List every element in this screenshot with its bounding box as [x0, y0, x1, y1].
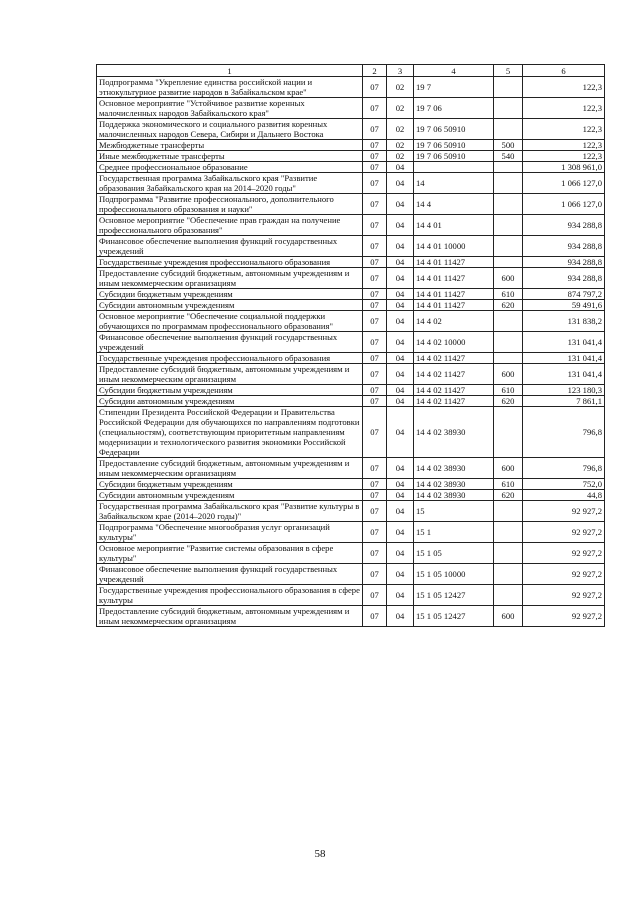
row-chapter: 07 [363, 479, 387, 490]
row-name: Предоставление субсидий бюджетным, автономным учреждениям и иным некоммерческим организациям [97, 606, 363, 627]
row-chapter: 07 [363, 606, 387, 627]
row-amount: 131 041,4 [523, 353, 605, 364]
row-target-code: 19 7 [414, 77, 494, 98]
row-chapter: 07 [363, 407, 387, 458]
row-amount: 131 041,4 [523, 332, 605, 353]
row-name: Государственные учреждения профессионального образования в сфере культуры [97, 585, 363, 606]
row-chapter: 07 [363, 543, 387, 564]
row-chapter: 07 [363, 119, 387, 140]
row-name: Подпрограмма "Развитие профессионального, дополнительного профессионального образования и науки" [97, 194, 363, 215]
row-name: Иные межбюджетные трансферты [97, 151, 363, 162]
row-chapter: 07 [363, 332, 387, 353]
table-row [97, 300, 605, 311]
row-amount: 1 066 127,0 [523, 194, 605, 215]
row-name: Государственные учреждения профессионального образования [97, 353, 363, 364]
row-chapter: 07 [363, 194, 387, 215]
row-amount: 92 927,2 [523, 543, 605, 564]
row-subsection: 04 [387, 311, 414, 332]
row-subsection: 04 [387, 257, 414, 268]
row-target-code: 14 4 02 11427 [414, 385, 494, 396]
row-name: Среднее профессиональное образование [97, 162, 363, 173]
header-cell: 2 [363, 65, 387, 77]
row-subsection: 04 [387, 332, 414, 353]
row-amount: 92 927,2 [523, 501, 605, 522]
row-expense-type [494, 77, 523, 98]
row-expense-type [494, 543, 523, 564]
row-amount: 44,8 [523, 490, 605, 501]
row-subsection: 04 [387, 407, 414, 458]
table-row [97, 332, 605, 353]
row-target-code: 15 1 [414, 522, 494, 543]
row-subsection: 04 [387, 173, 414, 194]
table-row [97, 119, 605, 140]
row-name: Субсидии бюджетным учреждениям [97, 385, 363, 396]
table-row [97, 479, 605, 490]
row-name: Финансовое обеспечение выполнения функций государственных учреждений [97, 332, 363, 353]
row-amount: 92 927,2 [523, 522, 605, 543]
row-amount: 122,3 [523, 119, 605, 140]
row-target-code: 14 4 02 [414, 311, 494, 332]
row-name: Государственная программа Забайкальского края "Развитие культуры в Забайкальском крае (2014–2020 годы)" [97, 501, 363, 522]
row-subsection: 02 [387, 77, 414, 98]
table-row [97, 311, 605, 332]
table-row [97, 606, 605, 627]
row-subsection: 04 [387, 162, 414, 173]
row-amount: 874 797,2 [523, 289, 605, 300]
row-target-code [414, 162, 494, 173]
row-subsection: 04 [387, 364, 414, 385]
row-amount: 131 041,4 [523, 364, 605, 385]
row-expense-type [494, 564, 523, 585]
row-expense-type: 600 [494, 458, 523, 479]
row-name: Государственная программа Забайкальского края "Развитие образования Забайкальского края на 2014–2020 годы" [97, 173, 363, 194]
row-name: Предоставление субсидий бюджетным, автономным учреждениям и иным некоммерческим организациям [97, 268, 363, 289]
row-name: Субсидии бюджетным учреждениям [97, 479, 363, 490]
row-amount: 934 288,8 [523, 268, 605, 289]
header-cell: 5 [494, 65, 523, 77]
row-expense-type [494, 236, 523, 257]
row-expense-type: 620 [494, 300, 523, 311]
row-subsection: 04 [387, 458, 414, 479]
row-expense-type: 620 [494, 396, 523, 407]
row-amount: 1 308 961,0 [523, 162, 605, 173]
table-row [97, 151, 605, 162]
row-name: Основное мероприятие "Обеспечение прав граждан на получение профессионального образования" [97, 215, 363, 236]
row-expense-type [494, 194, 523, 215]
row-target-code: 14 4 02 10000 [414, 332, 494, 353]
table-row [97, 268, 605, 289]
row-expense-type [494, 173, 523, 194]
row-chapter: 07 [363, 173, 387, 194]
header-cell: 3 [387, 65, 414, 77]
row-chapter: 07 [363, 257, 387, 268]
row-target-code: 14 4 02 38930 [414, 490, 494, 501]
row-subsection: 04 [387, 353, 414, 364]
row-target-code: 14 4 02 38930 [414, 458, 494, 479]
row-amount: 122,3 [523, 77, 605, 98]
row-target-code: 14 4 02 38930 [414, 479, 494, 490]
row-target-code: 15 [414, 501, 494, 522]
row-target-code: 15 1 05 12427 [414, 606, 494, 627]
row-subsection: 04 [387, 501, 414, 522]
table-row [97, 98, 605, 119]
row-amount: 122,3 [523, 151, 605, 162]
row-subsection: 04 [387, 289, 414, 300]
row-target-code: 19 7 06 [414, 98, 494, 119]
row-amount: 934 288,8 [523, 257, 605, 268]
row-amount: 934 288,8 [523, 215, 605, 236]
header-cell: 1 [97, 65, 363, 77]
row-name: Основное мероприятие "Устойчивое развитие коренных малочисленных народов Забайкальского края" [97, 98, 363, 119]
row-target-code: 19 7 06 50910 [414, 119, 494, 140]
row-target-code: 14 4 01 10000 [414, 236, 494, 257]
row-amount: 7 861,1 [523, 396, 605, 407]
table-row [97, 501, 605, 522]
table-row [97, 564, 605, 585]
table-row [97, 407, 605, 458]
row-subsection: 04 [387, 606, 414, 627]
row-subsection: 02 [387, 119, 414, 140]
row-name: Поддержка экономического и социального развития коренных малочисленных народов Севера, Сибири и Дальнего Востока [97, 119, 363, 140]
row-target-code: 15 1 05 10000 [414, 564, 494, 585]
row-subsection: 04 [387, 385, 414, 396]
header-cell: 6 [523, 65, 605, 77]
row-chapter: 07 [363, 396, 387, 407]
row-amount: 92 927,2 [523, 606, 605, 627]
row-expense-type [494, 332, 523, 353]
row-amount: 92 927,2 [523, 585, 605, 606]
row-expense-type [494, 407, 523, 458]
row-target-code: 14 4 01 [414, 215, 494, 236]
table-row [97, 543, 605, 564]
row-target-code: 14 [414, 173, 494, 194]
row-amount: 122,3 [523, 98, 605, 119]
table-row [97, 194, 605, 215]
row-name: Финансовое обеспечение выполнения функций государственных учреждений [97, 564, 363, 585]
table-row [97, 585, 605, 606]
row-expense-type [494, 162, 523, 173]
table-row [97, 353, 605, 364]
row-chapter: 07 [363, 151, 387, 162]
row-expense-type [494, 98, 523, 119]
table-row [97, 490, 605, 501]
row-name: Субсидии автономным учреждениям [97, 300, 363, 311]
row-target-code: 14 4 01 11427 [414, 300, 494, 311]
row-expense-type: 500 [494, 140, 523, 151]
table-row [97, 257, 605, 268]
row-amount: 59 491,6 [523, 300, 605, 311]
row-target-code: 14 4 02 11427 [414, 364, 494, 385]
budget-table [96, 64, 605, 627]
row-amount: 1 066 127,0 [523, 173, 605, 194]
row-expense-type [494, 501, 523, 522]
row-chapter: 07 [363, 77, 387, 98]
row-subsection: 04 [387, 490, 414, 501]
row-chapter: 07 [363, 140, 387, 151]
table-row [97, 215, 605, 236]
row-name: Предоставление субсидий бюджетным, автономным учреждениям и иным некоммерческим организациям [97, 364, 363, 385]
row-expense-type: 540 [494, 151, 523, 162]
row-target-code: 15 1 05 12427 [414, 585, 494, 606]
row-expense-type [494, 311, 523, 332]
row-amount: 122,3 [523, 140, 605, 151]
row-subsection: 04 [387, 543, 414, 564]
table-row [97, 236, 605, 257]
row-name: Основное мероприятие "Развитие системы образования в сфере культуры" [97, 543, 363, 564]
row-name: Основное мероприятие "Обеспечение социальной поддержки обучающихся по программам профессионального образования" [97, 311, 363, 332]
table-row [97, 162, 605, 173]
row-amount: 123 180,3 [523, 385, 605, 396]
table-row [97, 396, 605, 407]
row-amount: 131 838,2 [523, 311, 605, 332]
row-subsection: 04 [387, 300, 414, 311]
row-target-code: 15 1 05 [414, 543, 494, 564]
row-amount: 796,8 [523, 407, 605, 458]
row-expense-type [494, 522, 523, 543]
row-chapter: 07 [363, 236, 387, 257]
row-expense-type: 610 [494, 289, 523, 300]
row-target-code: 14 4 01 11427 [414, 257, 494, 268]
row-subsection: 02 [387, 140, 414, 151]
row-name: Стипендии Президента Российской Федерации и Правительства Российской Федерации для обучающихся по направлениям подготовки (специальностям), соответствующим приоритетным направлениям модернизации и технологического развития экономики Российской Федерации [97, 407, 363, 458]
row-chapter: 07 [363, 162, 387, 173]
row-expense-type: 620 [494, 490, 523, 501]
row-chapter: 07 [363, 385, 387, 396]
row-subsection: 02 [387, 98, 414, 119]
row-chapter: 07 [363, 215, 387, 236]
row-expense-type: 600 [494, 268, 523, 289]
page-number: 58 [314, 848, 326, 860]
row-chapter: 07 [363, 490, 387, 501]
row-chapter: 07 [363, 268, 387, 289]
table-row [97, 458, 605, 479]
row-name: Государственные учреждения профессионального образования [97, 257, 363, 268]
row-subsection: 04 [387, 194, 414, 215]
row-expense-type: 600 [494, 364, 523, 385]
row-expense-type: 600 [494, 606, 523, 627]
row-subsection: 04 [387, 268, 414, 289]
row-name: Субсидии автономным учреждениям [97, 490, 363, 501]
row-expense-type: 610 [494, 385, 523, 396]
row-chapter: 07 [363, 564, 387, 585]
row-chapter: 07 [363, 458, 387, 479]
row-target-code: 14 4 02 11427 [414, 396, 494, 407]
row-chapter: 07 [363, 585, 387, 606]
row-target-code: 19 7 06 50910 [414, 140, 494, 151]
row-name: Субсидии бюджетным учреждениям [97, 289, 363, 300]
row-subsection: 04 [387, 585, 414, 606]
row-name: Субсидии автономным учреждениям [97, 396, 363, 407]
header-row [97, 65, 605, 77]
row-name: Подпрограмма "Укрепление единства российской нации и этнокультурное развитие народов в Забайкальском крае" [97, 77, 363, 98]
row-chapter: 07 [363, 98, 387, 119]
row-name: Финансовое обеспечение выполнения функций государственных учреждений [97, 236, 363, 257]
row-chapter: 07 [363, 364, 387, 385]
row-target-code: 14 4 02 11427 [414, 353, 494, 364]
row-target-code: 14 4 01 11427 [414, 268, 494, 289]
row-subsection: 02 [387, 151, 414, 162]
row-subsection: 04 [387, 564, 414, 585]
row-expense-type: 610 [494, 479, 523, 490]
row-subsection: 04 [387, 479, 414, 490]
row-expense-type [494, 119, 523, 140]
row-subsection: 04 [387, 522, 414, 543]
table-row [97, 385, 605, 396]
table-row [97, 289, 605, 300]
row-name: Предоставление субсидий бюджетным, автономным учреждениям и иным некоммерческим организациям [97, 458, 363, 479]
row-chapter: 07 [363, 300, 387, 311]
row-subsection: 04 [387, 396, 414, 407]
row-name: Межбюджетные трансферты [97, 140, 363, 151]
header-cell: 4 [414, 65, 494, 77]
row-expense-type [494, 353, 523, 364]
table-row [97, 140, 605, 151]
row-name: Подпрограмма "Обеспечение многообразия услуг организаций культуры" [97, 522, 363, 543]
table-row [97, 173, 605, 194]
row-chapter: 07 [363, 353, 387, 364]
table-row [97, 77, 605, 98]
table-row [97, 364, 605, 385]
row-chapter: 07 [363, 522, 387, 543]
row-amount: 934 288,8 [523, 236, 605, 257]
row-subsection: 04 [387, 236, 414, 257]
row-subsection: 04 [387, 215, 414, 236]
row-target-code: 14 4 02 38930 [414, 407, 494, 458]
row-amount: 92 927,2 [523, 564, 605, 585]
row-amount: 796,8 [523, 458, 605, 479]
row-target-code: 14 4 01 11427 [414, 289, 494, 300]
table-row [97, 522, 605, 543]
row-expense-type [494, 215, 523, 236]
row-chapter: 07 [363, 501, 387, 522]
row-amount: 752,0 [523, 479, 605, 490]
row-chapter: 07 [363, 289, 387, 300]
row-chapter: 07 [363, 311, 387, 332]
row-expense-type [494, 585, 523, 606]
row-expense-type [494, 257, 523, 268]
row-target-code: 19 7 06 50910 [414, 151, 494, 162]
row-target-code: 14 4 [414, 194, 494, 215]
